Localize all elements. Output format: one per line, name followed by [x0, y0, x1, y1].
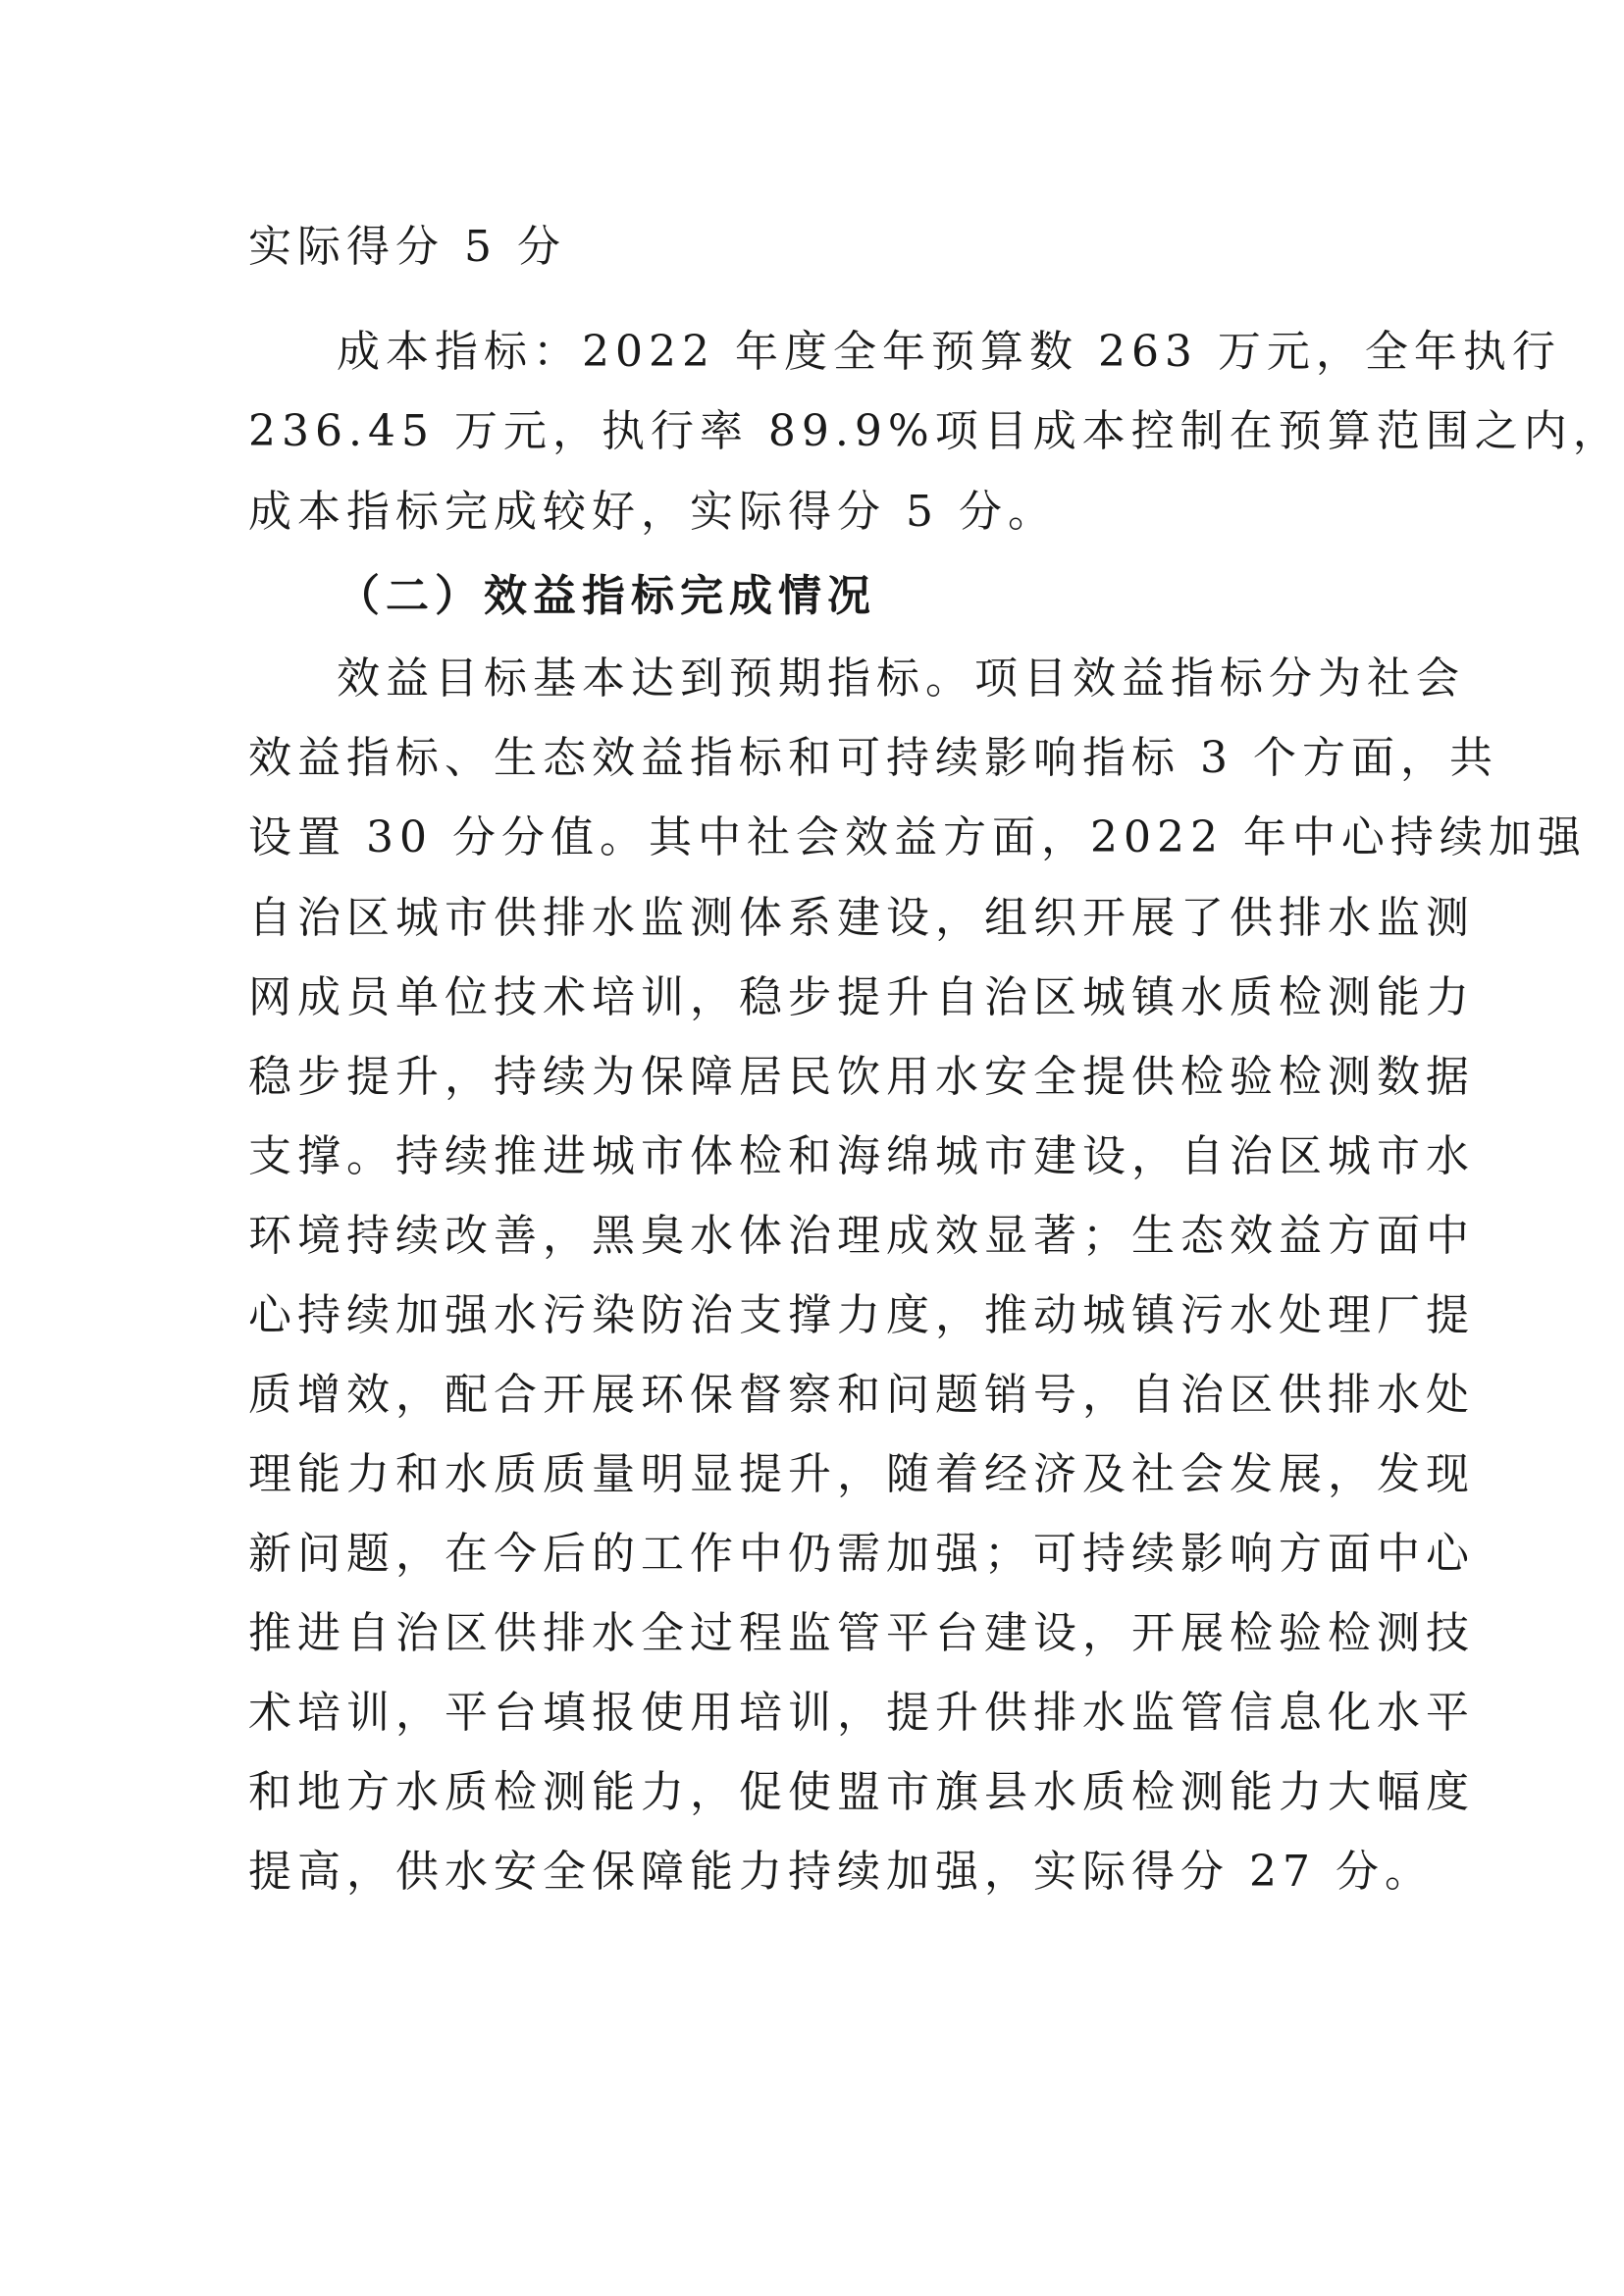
section-heading: （二）效益指标完成情况 [337, 571, 876, 621]
text-line: 提高，供水安全保障能力持续加强，实际得分 27 分。 [248, 1847, 1434, 1897]
text-line: 网成员单位技术培训，稳步提升自治区城镇水质检测能力 [248, 972, 1475, 1022]
text-line: 环境持续改善，黑臭水体治理成效显著；生态效益方面中 [248, 1211, 1475, 1261]
text-line: 和地方水质检测能力，促使盟市旗县水质检测能力大幅度 [248, 1767, 1475, 1817]
text-line: 效益指标、生态效益指标和可持续影响指标 3 个方面，共 [248, 733, 1498, 783]
text-line: 术培训，平台填报使用培训，提升供排水监管信息化水平 [248, 1688, 1475, 1738]
text-line: 236.45 万元，执行率 89.9%项目成本控制在预算范围之内， [248, 406, 1622, 456]
text-line: 心持续加强水污染防治支撑力度，推动城镇污水处理厂提 [248, 1290, 1475, 1340]
text-line: 理能力和水质质量明显提升，随着经济及社会发展，发现 [248, 1449, 1475, 1499]
text-line: 推进自治区供排水全过程监管平台建设，开展检验检测技 [248, 1608, 1475, 1658]
text-line: 自治区城市供排水监测体系建设，组织开展了供排水监测 [248, 893, 1475, 943]
text-line: 实际得分 5 分 [248, 222, 566, 272]
text-line: 成本指标完成较好，实际得分 5 分。 [248, 487, 1057, 537]
text-line: 设置 30 分分值。其中社会效益方面，2022 年中心持续加强 [248, 812, 1587, 862]
text-line: 稳步提升，持续为保障居民饮用水安全提供检验检测数据 [248, 1052, 1475, 1102]
text-line: 质增效，配合开展环保督察和问题销号，自治区供排水处 [248, 1370, 1475, 1420]
text-line: 支撑。持续推进城市体检和海绵城市建设，自治区城市水 [248, 1131, 1475, 1181]
text-line: 成本指标：2022 年度全年预算数 263 万元，全年执行 [337, 327, 1561, 377]
text-line: 新问题，在今后的工作中仍需加强；可持续影响方面中心 [248, 1529, 1475, 1579]
text-line: 效益目标基本达到预期指标。项目效益指标分为社会 [337, 653, 1465, 704]
